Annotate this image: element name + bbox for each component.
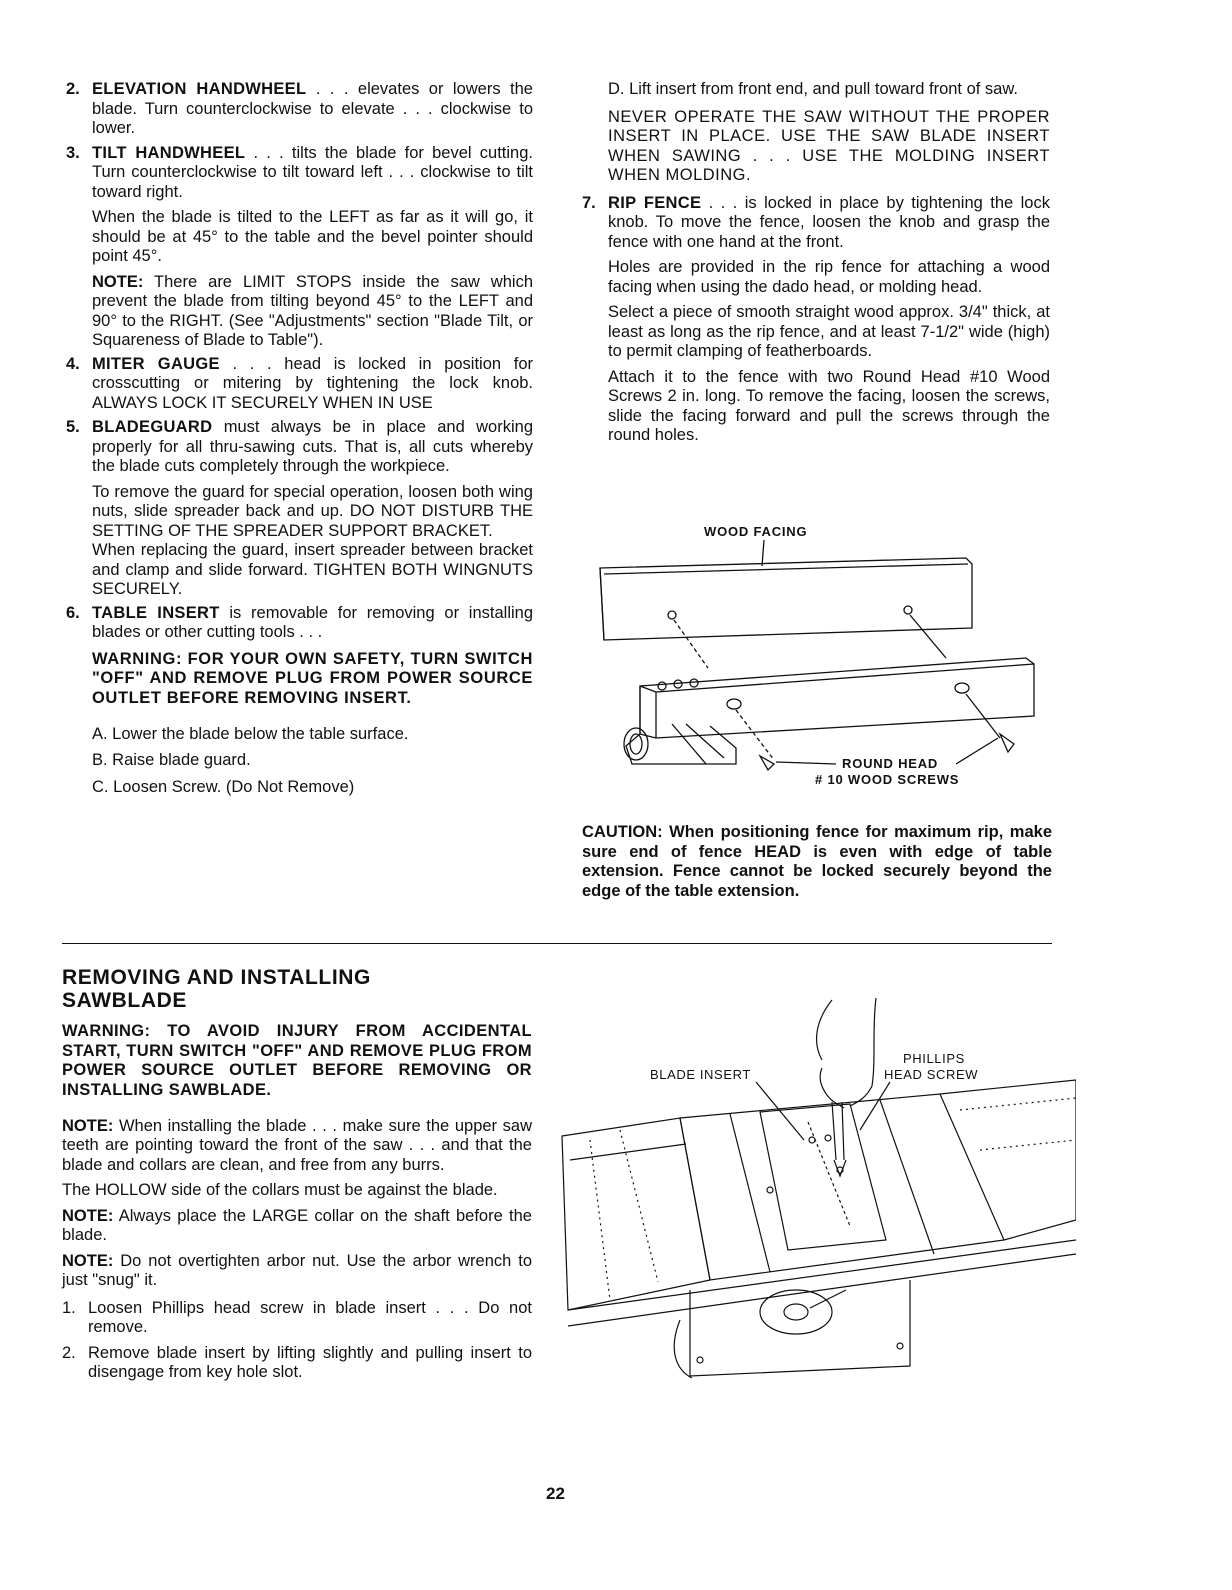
note-text: Do not overtighten arbor nut. Use the arbor wrench to just "snug" it. (62, 1251, 532, 1289)
guard-replace-paragraph: When replacing the guard, insert spreader between bracket and clamp and slide forward. TIGHTEN BOTH WINGNUTS SECURELY. (92, 541, 533, 598)
item-number: 6. (66, 603, 80, 622)
item-title: RIP FENCE (608, 193, 702, 212)
guard-remove-paragraph: To remove the guard for special operation, loosen both wing nuts, slide spreader back and up. DO NOT DISTURB THE SETTING OF THE SPREADER SUPPORT BRACKET. (92, 482, 533, 540)
item-text: is removable for removing or installing blades or other cutting tools . . . (92, 603, 533, 641)
table-saw-illustration (560, 990, 1076, 1380)
section-heading-line1: REMOVING AND INSTALLING (62, 966, 371, 989)
item-title: MITER GAUGE (92, 354, 220, 373)
step-2 (62, 1344, 532, 1383)
note-label: NOTE: (62, 1206, 114, 1225)
note-text: When installing the blade . . . make sure the upper saw teeth are pointing toward the front of the saw . . . and that the blade and collars are clean, and free from any burrs. (62, 1116, 532, 1174)
section-heading-line2: SAWBLADE (62, 989, 187, 1012)
never-operate-notice: NEVER OPERATE THE SAW WITHOUT THE PROPER INSERT IN PLACE. USE THE SAW BLADE INSERT WHEN SAWING . . . USE THE MOLDING INSERT WHEN MOLDING. (608, 107, 1050, 184)
label-round-head: ROUND HEAD (842, 756, 939, 771)
item-text: . . . is locked in place by tightening the lock knob. To move the fence, loosen the knob and grasp the fence with one hand at the front. (608, 193, 1050, 251)
item-number: 4. (66, 354, 80, 373)
item-text: . . . elevates or lowers the blade. Turn counterclockwise to elevate . . . clockwise to lower. (92, 80, 533, 137)
item-number: 3. (66, 143, 80, 162)
item-rip-fence (582, 194, 1050, 253)
note-text: There are LIMIT STOPS inside the saw which prevent the blade from tilting beyond 45° to the LEFT and 90° to the RIGHT. (See "Adjustments" section "Blade Tilt, or Squareness of Blade to Table"). (92, 272, 533, 349)
step-d: D. Lift insert from front end, and pull toward front of saw. (608, 80, 1018, 98)
step-1 (62, 1299, 532, 1338)
item-bladeguard (66, 418, 533, 477)
item-table-insert (66, 604, 533, 643)
item-elevation-handwheel (66, 80, 533, 139)
item-miter-gauge (66, 355, 533, 414)
limit-stops-note (66, 273, 533, 351)
label-head-screw: HEAD SCREW (884, 1067, 979, 1082)
item-number: 7. (582, 193, 596, 212)
item-number: 2. (66, 80, 80, 98)
rip-fence-select: Select a piece of smooth straight wood approx. 3/4" thick, at least as long as the rip fence, and at least 7-1/2" wide (high) to permit clamping of featherboards. (608, 303, 1050, 360)
tilt-paragraph: When the blade is tilted to the LEFT as far as it will go, it should be at 45° to the table and the bevel pointer should point 45°. (92, 208, 533, 265)
step-number: 1. (62, 1298, 76, 1317)
item-number: 5. (66, 418, 80, 436)
step-text: Remove blade insert by lifting slightly and pulling insert to disengage from key hole slot. (88, 1343, 532, 1381)
item-tilt-handwheel (66, 144, 533, 203)
note-install-blade (62, 1117, 532, 1176)
left-column-top (66, 80, 533, 797)
section-divider (62, 943, 1052, 944)
label-phillips: PHILLIPS (903, 1051, 965, 1066)
step-number: 2. (62, 1343, 76, 1362)
right-column-top (582, 80, 1050, 446)
step-a: A. Lower the blade below the table surface. (92, 724, 409, 743)
label-wood-facing: WOOD FACING (704, 524, 808, 539)
item-title: TABLE INSERT (92, 603, 220, 622)
step-c: C. Loosen Screw. (Do Not Remove) (92, 777, 355, 796)
note-arbor-nut (62, 1252, 532, 1291)
left-column-bottom (62, 966, 532, 1383)
step-b: B. Raise blade guard. (92, 751, 251, 769)
item-title: BLADEGUARD (92, 418, 213, 436)
sawblade-warning: WARNING: TO AVOID INJURY FROM ACCIDENTAL START, TURN SWITCH "OFF" AND REMOVE PLUG FROM POWER SOURCE OUTLET BEFORE REMOVING OR INSTALLING SAWBLADE. (62, 1022, 532, 1099)
note-text: Always place the LARGE collar on the shaft before the blade. (62, 1206, 532, 1244)
step-text: Loosen Phillips head screw in blade insert . . . Do not remove. (88, 1298, 532, 1336)
item-title: TILT HANDWHEEL (92, 143, 246, 162)
note-label: NOTE: (62, 1251, 114, 1270)
note-large-collar (62, 1207, 532, 1246)
label-blade-insert: BLADE INSERT (650, 1067, 751, 1082)
page-number: 22 (546, 1484, 565, 1503)
rip-fence-holes: Holes are provided in the rip fence for attaching a wood facing when using the dado head, or molding head. (608, 258, 1050, 296)
label-wood-screws: # 10 WOOD SCREWS (815, 772, 960, 787)
item-text: . . . tilts the blade for bevel cutting. Turn counterclockwise to tilt toward left . . . clockwise to tilt toward right. (92, 143, 533, 201)
note-label: NOTE: (92, 272, 144, 291)
item-text: must always be in place and working properly for all thru-sawing cuts. That is, all cuts whereby the blade cuts completely through the workpiece. (92, 418, 533, 475)
hollow-side-paragraph: The HOLLOW side of the collars must be against the blade. (62, 1181, 498, 1199)
item-text: . . . head is locked in position for crosscutting or mitering by tightening the lock knob. ALWAYS LOCK IT SECURELY WHEN IN USE (92, 354, 534, 412)
insert-warning: WARNING: FOR YOUR OWN SAFETY, TURN SWITCH "OFF" AND REMOVE PLUG FROM POWER SOURCE OUTLET BEFORE REMOVING INSERT. (92, 649, 533, 707)
item-title: ELEVATION HANDWHEEL (92, 80, 307, 98)
rip-fence-attach: Attach it to the fence with two Round Head #10 Wood Screws 2 in. long. To remove the facing, loosen the screws, slide the facing forward and pull the screws through the round holes. (608, 367, 1050, 444)
rip-fence-illustration (596, 538, 1046, 778)
note-label: NOTE: (62, 1116, 114, 1135)
caution-note: CAUTION: When positioning fence for maximum rip, make sure end of fence HEAD is even with edge of table extension. Fence cannot be locked securely beyond the edge of the table extension. (582, 823, 1052, 900)
